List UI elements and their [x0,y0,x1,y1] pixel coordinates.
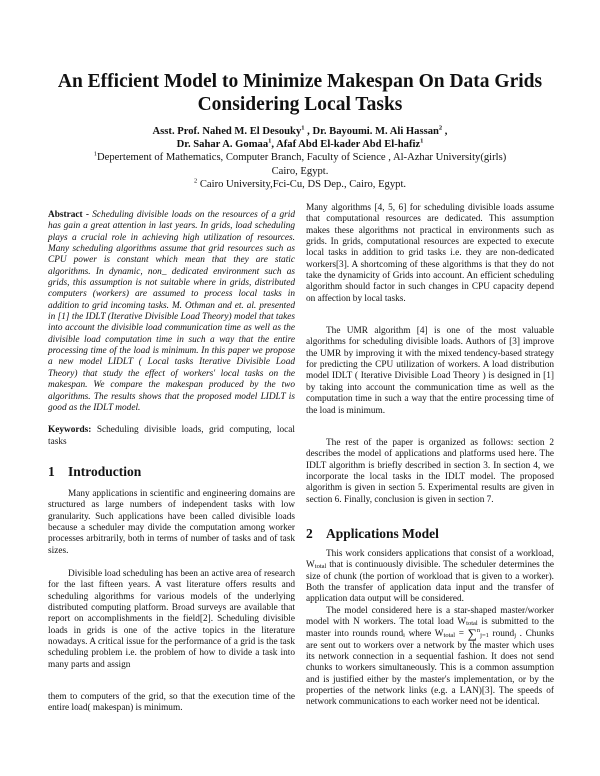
text-run: round [488,629,515,640]
author-affiliation-mark: 2 [438,124,443,132]
section-title: Applications Model [326,525,439,541]
keywords [48,425,295,448]
text-run: This work considers applications that consist of a workload, W [306,548,554,571]
text-run: . Chunks are sent out to workers over a network by the master which uses its network connection in a sequential fashion. It does not send chunks to workers simultaneously. This is a common assumption and is justified either by the master's implementation, or by the properties of the network links (e.g. a LAN)[3]. The speeds of network communications to each worker need not be identical. [306,629,555,708]
author-line-2 [40,138,560,151]
text-run: that is continuously divisible. The scheduler determines the size of chunk (the portion of workload that is given to a worker). Both the transfer of application data input and the transfer of application data output will be considered. [306,560,554,605]
author-name: , Afaf Abd El-kader Abd El-hafiz [271,139,421,151]
subscript: j [514,632,517,640]
paragraph [306,606,554,709]
section-number: 2 [306,525,313,541]
text-run: is submitted to the master into rounds round [306,616,554,640]
affiliation-1 [40,151,560,164]
paragraph: The rest of the paper is organized as follows: section 2 describes the model of applications and platforms used here. The IDLT algorithm is briefly described in section 3. In section 4, we incorporate the local tasks in the IDLT model. The proposed algorithm is given in section 5. Experimental results are given in section 6. Finally, conclusion is given in section 7. [306,437,554,505]
text-run: = [455,629,464,640]
affiliation-mark: 2 [193,177,198,185]
text-run: where W [404,629,444,640]
keywords-text: Scheduling divisible loads, grid computing, local tasks [48,425,295,447]
author-separator: , [442,126,448,137]
subscript: total [466,619,478,627]
affiliation-mark: 1 [93,150,98,158]
text-run: The model considered here is a star-shaped master/worker model with N workers. The total load W [306,605,554,627]
author-name: , Dr. Bayoumi. M. Ali Hassan [304,126,439,137]
superscript: n [476,627,481,635]
paragraph: Many applications in scientific and engineering domains are structured as large numbers of independent tasks with low granularity. Such applications have been called divisible loads because a scheduler may divide the computation among worker processes arbitrarily, both in terms of number of tasks and of task sizes. [48,488,295,556]
paragraph: Divisible load scheduling has been an active area of research for the last fifteen years. A vast literature offers results and scheduling algorithms for various models of the underlying distributed computing platform. Broad surveys are available that report on accomplishments in the field[2]. Scheduling divisible loads in grids is one of the active topics in the literature nowadays. A critical issue for the performance of a grid is the task scheduling problem i.e. the problem of how to divide a task into many parts and assign [48,568,295,670]
paragraph: them to computers of the grid, so that the execution time of the entire load( makespan) is minimum. [48,692,295,714]
keywords-label: Keywords: [48,425,92,436]
section-heading-introduction [48,464,295,480]
summation-symbol: ∑ [467,626,477,642]
section-title: Introduction [68,463,142,479]
subscript: j=1 [480,632,489,640]
title-line-2: Considering Local Tasks [197,94,403,115]
section-heading-applications-model [306,526,554,542]
affiliation-2 [40,178,560,191]
author-name: Dr. Sahar A. Gomaa [176,139,269,151]
paragraph [306,549,554,606]
subscript: total [443,632,456,640]
author-block [40,125,560,191]
right-column [306,203,554,709]
author-affiliation-mark: 1 [268,137,272,145]
title-line-1: An Efficient Model to Minimize Makespan On Data Grids [57,71,543,92]
abstract-label: Abstract - [48,210,89,220]
author-affiliation-mark: 1 [420,137,424,145]
paragraph: Many algorithms [4, 5, 6] for scheduling divisible loads assume that computational resources are dedicated. This assumption makes these algorithms not practical in environments such as grids. In grids, computational resources are expected to execute local tasks in addition to grid tasks i.e. they are non-dedicated workers[3]. A shortcoming of these algorithms is that they do not take the dynamicity of Grids into account. An efficient scheduling algorithm should factor in such changes in CPU capacity depend on affection by local tasks. [306,203,554,304]
affiliation-text: Depertement of Mathematics, Computer Branch, Faculty of Science , Al-Azhar University(girls) [97,152,507,164]
affiliation-text: Cairo University,Fci-Cu, DS Dep., Cairo, Egypt. [197,178,407,190]
left-column [48,210,295,715]
author-line-1 [40,125,560,138]
affiliation-1-city: Cairo, Egypt. [271,165,329,177]
paper-title [30,70,570,116]
author-affiliation-mark: 1 [301,124,305,132]
abstract-text: Scheduling divisible loads on the resources of a grid has gain a great attention in last years. In grids, load scheduling plays a crucial role in achieving high utilization of resources. Many scheduling algorithms assume that grid resources such as CPU power is constant which mean that they are static algorithms. In dynamic, non_ dedicated environment such as grids, this assumption is not suitable where in grids, distributed computers (workers) are assumed to process local tasks in addition to grid incoming tasks. M. Othman and et. al. presented in [1] the IDLT (Iterative Divisible Load Theory) model that takes into account the divisible load communication time as well as the divisible load computation time in such a way that the entire processing time of the load is minimum. In this paper we propose a new model LIDLT ( Local tasks Iterative Divisible Load Theory) that study the effect of workers' local tasks on the makespan. We compare the makespan produced by the two algorithms. The results shows that the proposed model LIDLT is good as the IDLT model. [48,210,295,413]
subscript: total [314,563,327,571]
abstract [48,210,295,414]
subscript: i [403,632,405,640]
paragraph: The UMR algorithm [4] is one of the most valuable algorithms for scheduling divisible loads. Authors of [3] improve the UMR by improving it with the mixed tendency-based strategy for predicting the CPU utilization of workers. A load distribution model IDLT ( Iterative Divisible Load Theory ) is designed in [1] by taking into account the communication time as well as the computation time in such a way that the entire processing time of the load is minimum. [306,326,554,416]
author-name: Asst. Prof. Nahed M. El Desouky [152,126,302,137]
section-number: 1 [48,463,55,479]
